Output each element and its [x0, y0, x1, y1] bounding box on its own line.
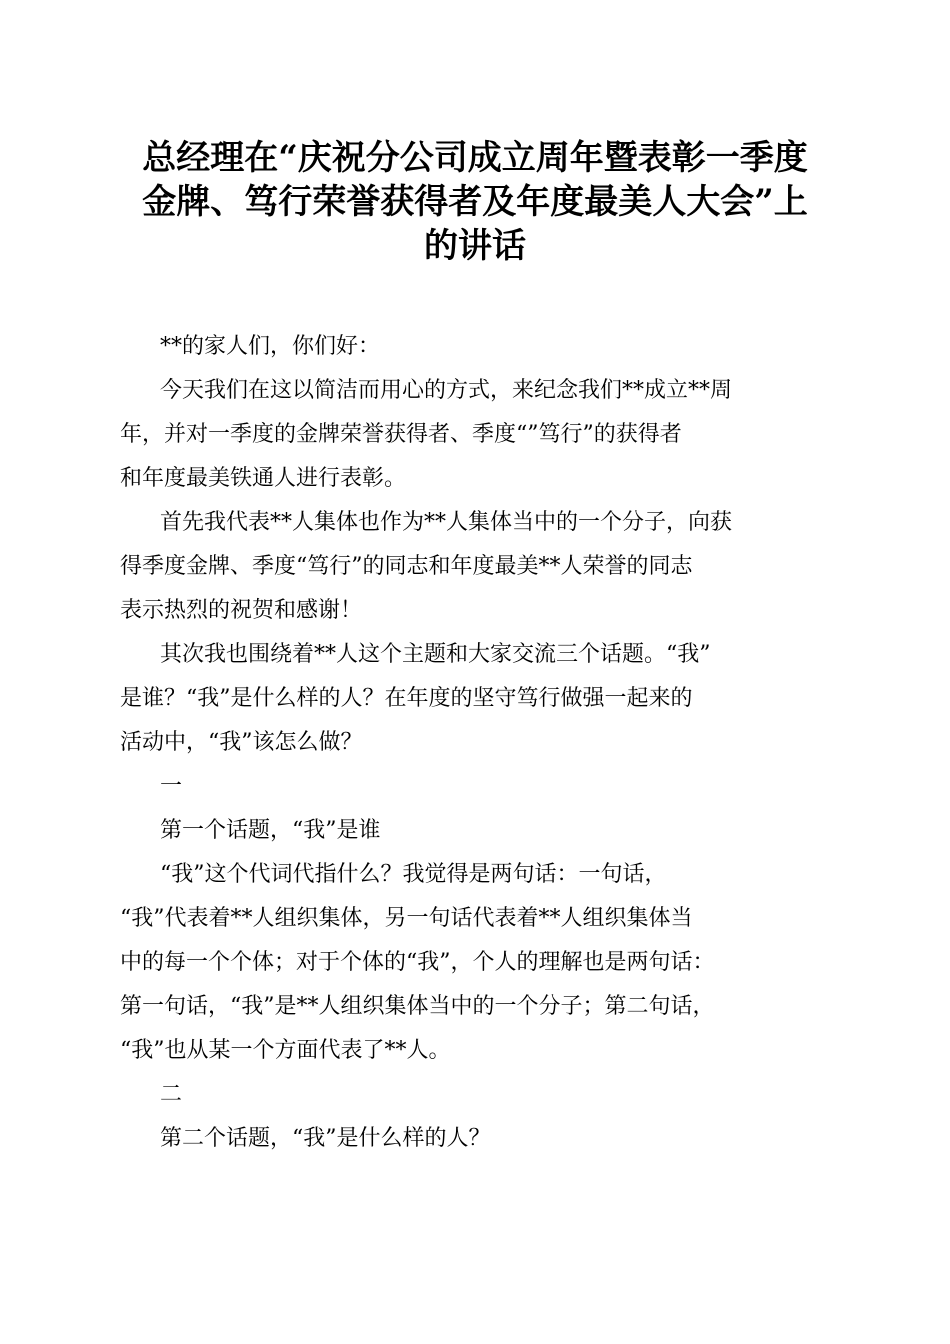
title-line-3: 的讲话	[424, 226, 526, 266]
text-line: 和年度最美铁通人进行表彰。	[120, 466, 407, 491]
text-line: “我”这个代词代指什么？我觉得是两句话：一句话，	[160, 862, 667, 887]
text-line: “我”也从某一个方面代表了**人。	[120, 1038, 451, 1063]
text-line: 二	[160, 1082, 183, 1107]
text-line: 中的每一个个体；对于个体的“我”，个人的理解也是两句话：	[120, 950, 715, 975]
greeting-paragraph	[120, 325, 835, 369]
text-line: 第一个话题，“我”是谁	[160, 818, 381, 843]
text-line: 一	[160, 774, 183, 799]
text-line: 其次我也围绕着**人这个主题和大家交流三个话题。“我”	[160, 642, 711, 667]
text-line: 年，并对一季度的金牌荣誉获得者、季度“”笃行”的获得者	[120, 422, 682, 447]
text-line: 首先我代表**人集体也作为**人集体当中的一个分子，向获	[160, 510, 733, 535]
document-title	[100, 136, 850, 268]
text-line: 第一句话，“我”是**人组织集体当中的一个分子；第二句话，	[120, 994, 715, 1019]
title-line-1: 总经理在“庆祝分公司成立周年暨表彰一季度	[142, 138, 808, 178]
section-heading-one	[120, 809, 835, 853]
text-line: 活动中，“我”该怎么做？	[120, 730, 363, 755]
congratulation-paragraph	[120, 501, 835, 633]
text-line: 得季度金牌、季度“笃行”的同志和年度最美**人荣誉的同志	[120, 554, 693, 579]
text-line: 今天我们在这以简洁而用心的方式，来纪念我们**成立**周	[160, 378, 733, 403]
intro-paragraph	[120, 369, 835, 501]
text-line: 是谁？“我”是什么样的人？在年度的坚守笃行做强一起来的	[120, 686, 693, 711]
document-body	[120, 325, 835, 1161]
section-one-body	[120, 853, 835, 1073]
title-line-2: 金牌、笃行荣誉获得者及年度最美人大会”上	[142, 182, 808, 222]
section-heading-two	[120, 1117, 835, 1161]
text-line: 表示热烈的祝贺和感谢！	[120, 598, 363, 623]
text-line: “我”代表着**人组织集体，另一句话代表着**人组织集体当	[120, 906, 693, 931]
text-line: **的家人们，你们好：	[160, 334, 381, 359]
text-line: 第二个话题，“我”是什么样的人？	[160, 1126, 491, 1151]
section-number-two	[120, 1073, 835, 1117]
section-number-one	[120, 765, 835, 809]
topics-paragraph	[120, 633, 835, 765]
